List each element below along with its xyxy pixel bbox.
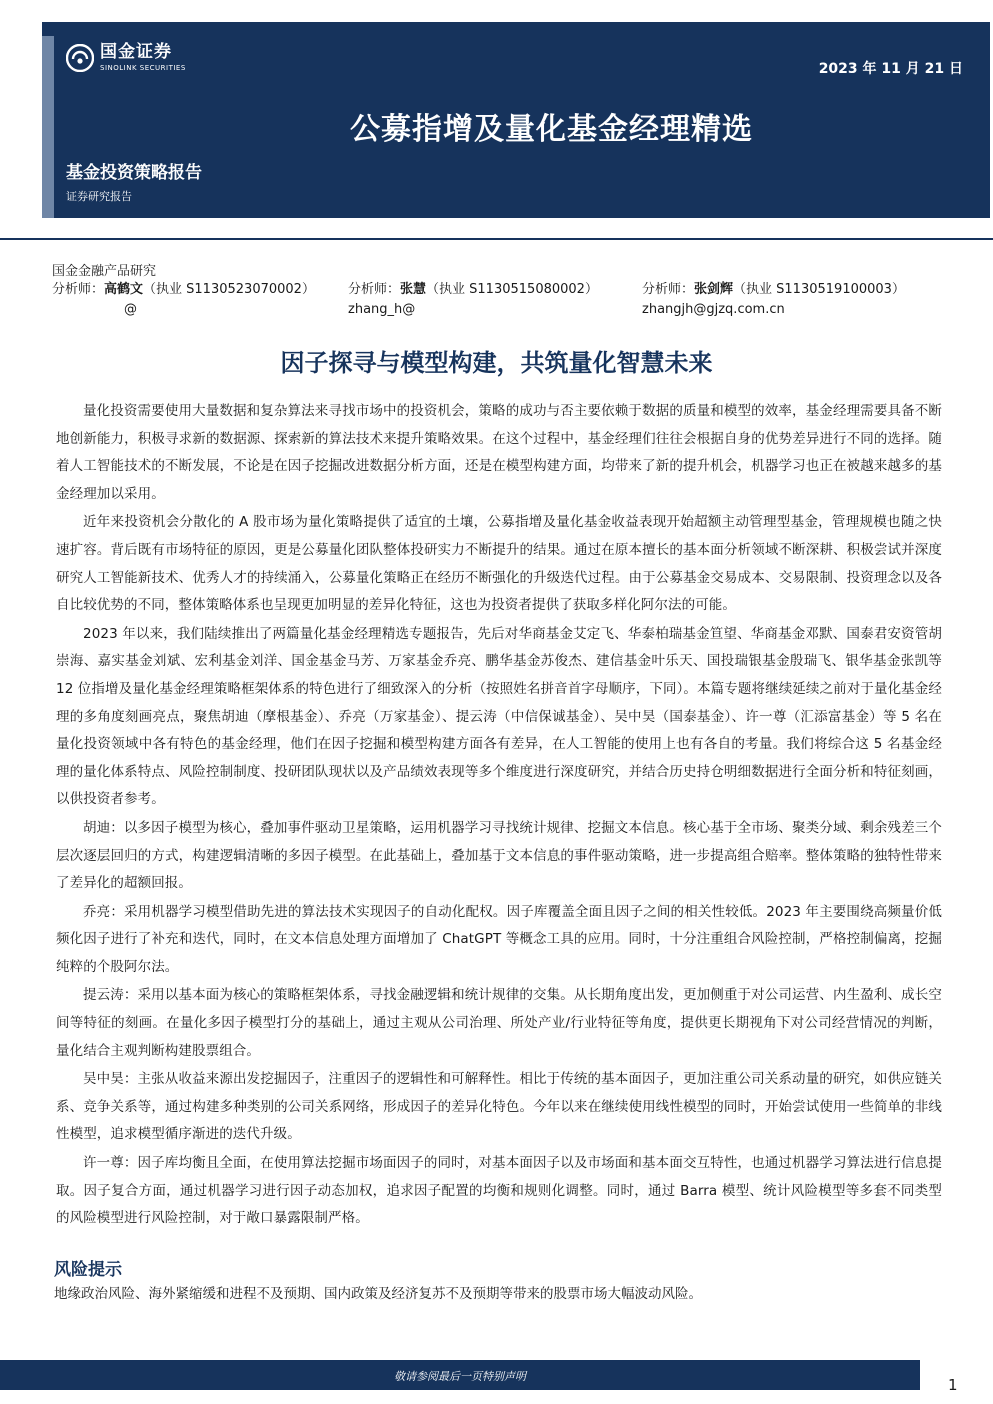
- page-number: 1: [948, 1376, 958, 1394]
- body-paragraph: 提云涛：采用以基本面为核心的策略框架体系，寻找金融逻辑和统计规律的交集。从长期角度出发，更加侧重于对公司运营、内生盈利、成长空间等特征的刻画。在量化多因子模型打分的基础上，通过主观从公司治理、所处产业/行业特征等角度，提供更长期视角下对公司经营情况的判断，量化结合主观判断构建股票组合。: [56, 987, 942, 1059]
- report-category: 证券研究报告: [66, 190, 132, 203]
- report-title: 公募指增及量化基金经理精选: [350, 112, 753, 147]
- analyst-label: 分析师：: [642, 282, 695, 297]
- analyst-entry: [348, 280, 598, 320]
- body-paragraph: 量化投资需要使用大量数据和复杂算法来寻找市场中的投资机会，策略的成功与否主要依赖于数据的质量和模型的效率，基金经理需要具备不断地创新能力，积极寻求新的数据源、探索新的算法技术来提升策略效果。在这个过程中，基金经理们往往会根据自身的优势差异进行不同的选择。随着人工智能技术的不断发展，不论是在因子挖掘改进数据分析方面，还是在模型构建方面，均带来了新的提升机会，机器学习也正在被越来越多的基金经理加以采用。: [56, 403, 942, 502]
- company-logo: [66, 44, 186, 72]
- report-type: 基金投资策略报告: [66, 163, 202, 183]
- footer-bar: [0, 1360, 920, 1390]
- body-paragraph: 近年来投资机会分散化的 A 股市场为量化策略提供了适宜的土壤，公募指增及量化基金收益表现开始超额主动管理型基金，管理规模也随之快速扩容。背后既有市场特征的原因，更是公募量化团队整体投研实力不断提升的结果。通过在原本擅长的基本面分析领域不断深耕、积极尝试并深度研究人工智能新技术、优秀人才的持续涌入，公募量化策略正在经历不断强化的升级迭代过程。由于公募基金交易成本、交易限制、投资理念以及各自比较优势的不同，整体策略体系也呈现更加明显的差异化特征，这也为投资者提供了获取多样化阿尔法的可能。: [56, 514, 942, 614]
- analyst-email[interactable]: @: [124, 302, 137, 317]
- analyst-email[interactable]: zhangjh@gjzq.com.cn: [642, 302, 785, 317]
- analyst-entry: [642, 280, 905, 320]
- body-paragraph: 2023 年以来，我们陆续推出了两篇量化基金经理精选专题报告，先后对华商基金艾定飞、华泰柏瑞基金笪望、华商基金邓默、国泰君安资管胡崇海、嘉实基金刘斌、宏利基金刘洋、国金基金马芳、万家基金乔亮、鹏华基金苏俊杰、建信基金叶乐天、国投瑞银基金殷瑞飞、银华基金张凯等 12 位指增及量化基金经理策略框架体系的特色进行了细致深入的分析（按照姓名拼音首字母顺序，下同）。本篇专题将继续延续之前对于量化基金经理的多角度刻画亮点，聚焦胡迪（摩根基金）、乔亮（万家基金）、提云涛（中信保诚基金）、吴中昊（国泰基金）、许一尊（汇添富基金）等 5 名在量化投资领域中各有特色的基金经理，他们在因子挖掘和模型构建方面各有差异，在人工智能的使用上也有各自的考量。我们将综合这 5 名基金经理的量化体系特点、风险控制制度、投研团队现状以及产品绩效表现等多个维度进行深度研究，并结合历史持仓明细数据进行全面分析和特征刻画，以供投资者参考。: [56, 625, 942, 808]
- logo-english-name: SINOLINK SECURITIES: [100, 64, 186, 72]
- sinolink-logo-icon: [66, 44, 94, 72]
- department-name: 国金金融产品研究: [52, 264, 157, 279]
- report-date: 2023 年 11 月 21 日: [818, 61, 963, 77]
- logo-chinese-name: 国金证券: [100, 42, 172, 62]
- disclaimer-note: 敬请参阅最后一页特别声明: [394, 1370, 526, 1383]
- analyst-label: 分析师：: [52, 282, 105, 297]
- body-paragraph: 吴中昊：主张从收益来源出发挖掘因子，注重因子的逻辑性和可解释性。相比于传统的基本面因子，更加注重公司关系动量的研究，如供应链关系、竞争关系等，通过构建多种类别的公司关系网络，形成因子的差异化特色。今年以来在继续使用线性模型的同时，开始尝试使用一些简单的非线性模型，追求模型循序渐进的迭代升级。: [56, 1071, 942, 1143]
- risk-heading: 风险提示: [54, 1260, 122, 1280]
- analyst-license: （执业 S1130523070002）: [143, 282, 315, 297]
- report-body: [56, 398, 942, 1234]
- body-paragraph: 许一尊：因子库均衡且全面，在使用算法挖掘市场面因子的同时，对基本面因子以及市场面和基本面交互特性，也通过机器学习算法进行信息提取。因子复合方面，通过机器学习进行因子动态加权，追求因子配置的均衡和规则化调整。同时，通过 Barra 模型、统计风险模型等多套不同类型的风险模型进行风险控制，对于敞口暴露限制严格。: [56, 1155, 942, 1227]
- analyst-license: （执业 S1130519100003）: [733, 282, 905, 297]
- section-headline: 因子探寻与模型构建，共筑量化智慧未来: [280, 349, 713, 377]
- analyst-name: 高鹤文: [104, 282, 144, 297]
- analyst-label: 分析师：: [348, 282, 401, 297]
- analyst-license: （执业 S1130515080002）: [426, 282, 598, 297]
- header-divider: [0, 238, 993, 240]
- body-paragraph: 乔亮：采用机器学习模型借助先进的算法技术实现因子的自动化配权。因子库覆盖全面且因子之间的相关性较低。2023 年主要围绕高频量价低频化因子进行了补充和迭代，同时，在文本信息处理方面增加了 ChatGPT 等概念工具的应用。同时，十分注重组合风险控制，严格控制偏离，挖掘纯粹的个股阿尔法。: [56, 903, 942, 975]
- analyst-name: 张剑辉: [694, 282, 734, 297]
- analyst-entry: [52, 280, 315, 320]
- risk-text: 地缘政治风险、海外紧缩缓和进程不及预期、国内政策及经济复苏不及预期等带来的股票市场大幅波动风险。: [54, 1286, 702, 1302]
- analyst-name: 张慧: [400, 282, 427, 297]
- analyst-email[interactable]: zhang_h@: [348, 302, 416, 317]
- body-paragraph: 胡迪：以多因子模型为核心，叠加事件驱动卫星策略，运用机器学习寻找统计规律、挖掘文本信息。核心基于全市场、聚类分域、剩余残差三个层次逐层回归的方式，构建逻辑清晰的多因子模型。在此基础上，叠加基于文本信息的事件驱动策略，进一步提高组合赔率。整体策略的独特性带来了差异化的超额回报。: [56, 819, 942, 892]
